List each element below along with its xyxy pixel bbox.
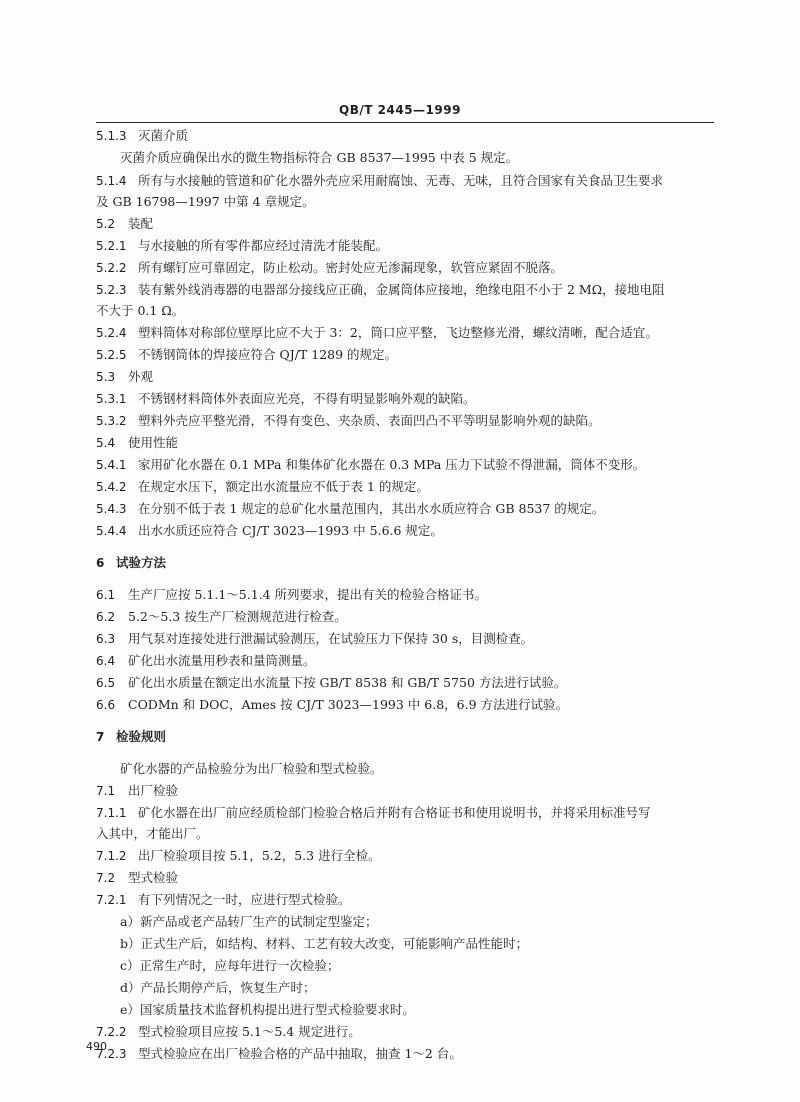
clause-number: 6.2 (96, 610, 116, 624)
clause-text: 所有与水接触的管道和矿化水器外壳应采用耐腐蚀、无毒、无味，且符合国家有关食品卫生要求 (138, 173, 664, 188)
header-rule (96, 122, 714, 123)
text-line (96, 194, 315, 210)
clause-number: 6.6 (96, 698, 116, 712)
clause-number: 7.2.1 (96, 893, 127, 907)
text-line (96, 128, 188, 144)
clause-number: 7.1 (96, 784, 116, 798)
text-line (96, 653, 316, 669)
text-line (96, 1024, 361, 1040)
clause-text: 家用矿化水器在 0.1 MPa 和集体矿化水器在 0.3 MPa 压力下试验不得泄漏，筒体不变形。 (138, 457, 646, 472)
text-line (96, 783, 178, 799)
clause-number: 6.3 (96, 632, 116, 646)
page-number: 490 (86, 1040, 107, 1053)
clause-text: 塑料外壳应平整光滑，不得有变色、夹杂质、表面凹凸不平等明显影响外观的缺陷。 (138, 413, 601, 428)
clause-number: 5.4.3 (96, 502, 127, 516)
clause-text: 所有螺钉应可靠固定，防止松动。密封处应无渗漏现象，软管应紧固不脱落。 (138, 260, 564, 275)
clause-text: 入其中，才能出厂。 (96, 826, 209, 841)
text-line (96, 609, 347, 625)
clause-text: b）正式生产后，如结构、材料、工艺有较大改变，可能影响产品性能时； (120, 936, 529, 951)
clause-text: 矿化出水流量用秒表和量筒测量。 (128, 653, 316, 668)
text-line (96, 238, 388, 254)
clause-text: 矿化水器在出厂前应经质检部门检验合格后并附有合格证书和使用说明书，并将采用标准号写 (138, 805, 651, 820)
clause-number: 5.4.2 (96, 480, 127, 494)
clause-text: 不锈钢材料筒体外表面应光亮，不得有明显影响外观的缺陷。 (138, 391, 476, 406)
text-line (120, 761, 383, 777)
clause-number: 5.4.1 (96, 458, 127, 472)
clause-number: 5.2.3 (96, 283, 127, 297)
text-line (96, 325, 658, 341)
clause-number: 5.1.3 (96, 129, 127, 143)
clause-text: 矿化水器的产品检验分为出厂检验和型式检验。 (120, 761, 383, 776)
clause-number: 7.1.2 (96, 849, 127, 863)
text-line (96, 413, 601, 429)
clause-number: 6.5 (96, 676, 116, 690)
clause-text: 不锈钢筒体的焊接应符合 QJ/T 1289 的规定。 (138, 347, 398, 362)
clause-number: 5.4.4 (96, 524, 127, 538)
clause-text: a）新产品或老产品转厂生产的试制定型鉴定； (120, 914, 378, 929)
text-line (120, 958, 340, 974)
clause-text: 生产厂应按 5.1.1～5.1.4 所列要求，提出有关的检验合格证书。 (128, 587, 488, 602)
clause-number: 5.2 (96, 217, 116, 231)
text-line (96, 435, 178, 451)
clause-text: e）国家质量技术监督机构提出进行型式检验要求时。 (120, 1002, 415, 1017)
text-line (120, 914, 377, 930)
clause-text: 灭菌介质 (138, 128, 189, 143)
text-line (96, 729, 166, 745)
clause-text: 型式检验应在出厂检验合格的产品中抽取，抽查 1～2 台。 (138, 1046, 462, 1061)
text-line (96, 216, 153, 232)
clause-number: 7.2 (96, 871, 116, 885)
clause-text: 5.2～5.3 按生产厂检测规范进行检查。 (128, 609, 347, 624)
clause-text: c）正常生产时，应每年进行一次检验； (120, 958, 340, 973)
clause-number: 7.2.3 (96, 1047, 127, 1061)
clause-number: 7.2.2 (96, 1025, 127, 1039)
clause-text: 塑料筒体对称部位壁厚比应不大于 3：2，筒口应平整，飞边整修光滑，螺纹清晰，配合适宜。 (138, 325, 658, 340)
clause-text: 出厂检验 (128, 783, 179, 798)
clause-text: 不大于 0.1 Ω。 (96, 303, 185, 318)
text-line (96, 587, 487, 603)
text-line (96, 173, 663, 189)
text-line (120, 936, 528, 952)
clause-number: 6.1 (96, 588, 116, 602)
text-line (96, 697, 568, 713)
text-line (120, 1002, 415, 1018)
clause-text: 有下列情况之一时，应进行型式检验。 (138, 892, 351, 907)
text-line (96, 1046, 462, 1062)
clause-number: 5.4 (96, 436, 116, 450)
clause-number: 6 (96, 556, 105, 570)
text-line (96, 675, 566, 691)
clause-text: 矿化出水质量在额定出水流量下按 GB/T 8538 和 GB/T 5750 方法进行试验。 (128, 675, 567, 690)
clause-text: 出厂检验项目按 5.1，5.2，5.3 进行全检。 (138, 848, 381, 863)
clause-text: 试验方法 (116, 555, 167, 570)
clause-number: 5.3.2 (96, 414, 127, 428)
clause-text: 用气泵对连接处进行泄漏试验测压，在试验压力下保持 30 s，目测检查。 (128, 631, 534, 646)
standard-code-header: QB/T 2445—1999 (339, 103, 461, 117)
clause-number: 5.3 (96, 370, 116, 384)
clause-text: 外观 (128, 369, 154, 384)
clause-number: 5.3.1 (96, 392, 127, 406)
clause-number: 5.1.4 (96, 174, 127, 188)
clause-text: 装配 (128, 216, 154, 231)
text-line (96, 848, 381, 864)
text-line (96, 391, 476, 407)
clause-text: 出水水质还应符合 CJ/T 3023—1993 中 5.6.6 规定。 (138, 523, 443, 538)
clause-number: 7.1.1 (96, 806, 127, 820)
text-line (96, 870, 178, 886)
text-line (96, 303, 184, 319)
text-line (96, 501, 604, 517)
clause-text: 与水接触的所有零件都应经过清洗才能装配。 (138, 238, 389, 253)
text-line (96, 369, 153, 385)
text-line (96, 457, 645, 473)
clause-text: d）产品长期停产后，恢复生产时； (120, 980, 316, 995)
clause-number: 5.2.4 (96, 326, 127, 340)
clause-text: CODMn 和 DOC，Ames 按 CJ/T 3023—1993 中 6.8，6.9 方法进行试验。 (128, 697, 569, 712)
clause-number: 5.2.2 (96, 261, 127, 275)
clause-number: 5.2.1 (96, 239, 127, 253)
clause-text: 及 GB 16798—1997 中第 4 章规定。 (96, 194, 315, 209)
clause-number: 5.2.5 (96, 348, 127, 362)
text-line (120, 150, 518, 166)
text-line (96, 523, 443, 539)
clause-text: 型式检验项目应按 5.1～5.4 规定进行。 (138, 1024, 361, 1039)
text-line (96, 282, 665, 298)
text-line (96, 479, 429, 495)
clause-number: 6.4 (96, 654, 116, 668)
text-line (120, 980, 316, 996)
clause-text: 检验规则 (116, 729, 167, 744)
text-line (96, 555, 166, 571)
text-line (96, 892, 351, 908)
clause-text: 装有紫外线消毒器的电器部分接线应正确，金属筒体应接地，绝缘电阻不小于 2 MΩ，接地电阻 (138, 282, 665, 297)
clause-number: 7 (96, 730, 105, 744)
text-line (96, 347, 397, 363)
text-line (96, 260, 563, 276)
clause-text: 在规定水压下，额定出水流量应不低于表 1 的规定。 (138, 479, 429, 494)
clause-text: 使用性能 (128, 435, 179, 450)
clause-text: 型式检验 (128, 870, 179, 885)
text-line (96, 631, 533, 647)
text-line (96, 805, 651, 821)
text-line (96, 826, 209, 842)
clause-text: 灭菌介质应确保出水的微生物指标符合 GB 8537—1995 中表 5 规定。 (120, 150, 519, 165)
clause-text: 在分别不低于表 1 规定的总矿化水量范围内，其出水水质应符合 GB 8537 的规定。 (138, 501, 605, 516)
